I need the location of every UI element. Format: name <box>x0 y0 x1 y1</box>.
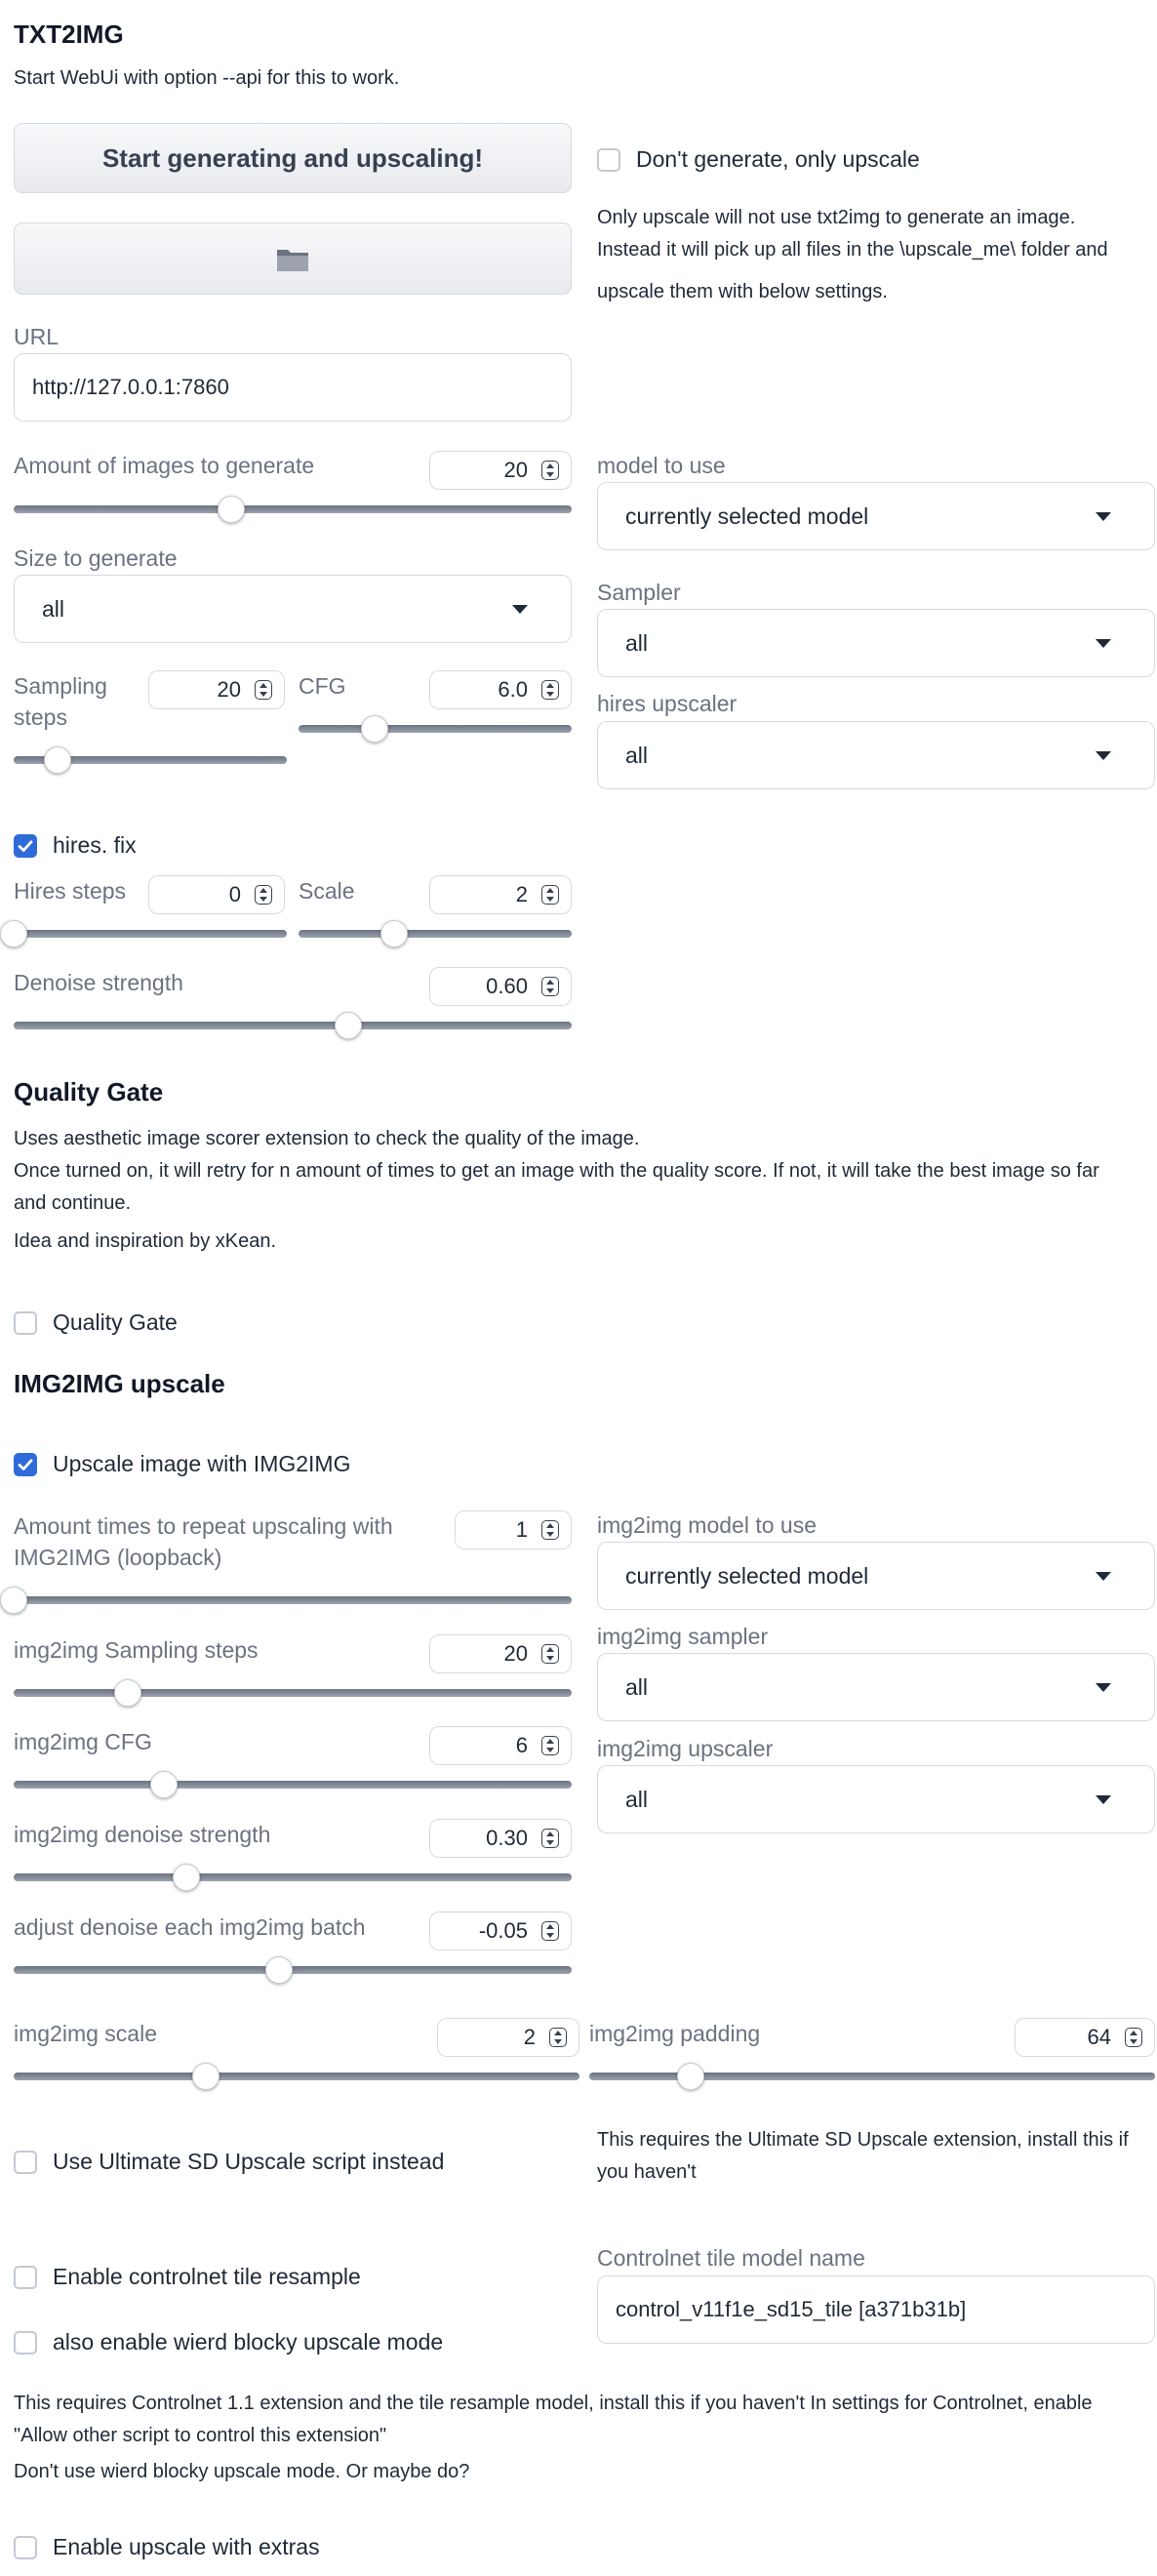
img2img-padding-slider[interactable] <box>589 2073 1155 2080</box>
spinner-icon[interactable] <box>541 885 559 905</box>
img2img-denoise-slider[interactable] <box>14 1873 572 1881</box>
size-select[interactable] <box>14 575 572 643</box>
quality-gate-desc-1: Uses aesthetic image scorer extension to check the quality of the image. <box>14 1128 640 1149</box>
img2img-scale-label: img2img scale <box>14 2021 157 2046</box>
sampler-select[interactable] <box>597 609 1155 677</box>
spinner-icon[interactable] <box>549 2028 567 2047</box>
hires-steps-label: Hires steps <box>14 878 127 904</box>
cfg-slider[interactable] <box>299 725 572 733</box>
quality-gate-checkbox[interactable] <box>14 1309 178 1336</box>
controlnet-info-3: Don't use wierd blocky upscale mode. Or maybe do? <box>14 2461 470 2482</box>
img2img-sampler-value: all <box>625 1673 649 1700</box>
start-button[interactable]: Start generating and upscaling! <box>14 123 572 193</box>
quality-gate-desc-4: Idea and inspiration by xKean. <box>14 1230 277 1252</box>
hires-steps-number[interactable]: 0 <box>148 875 285 914</box>
spinner-icon[interactable] <box>541 977 559 996</box>
url-input[interactable]: http://127.0.0.1:7860 <box>14 353 572 422</box>
repeat-slider[interactable] <box>14 1596 572 1604</box>
img2img-steps-number[interactable]: 20 <box>429 1634 572 1673</box>
spinner-icon[interactable] <box>1125 2028 1142 2047</box>
chevron-down-icon <box>1096 751 1111 760</box>
quality-gate-label: Quality Gate <box>53 1309 178 1335</box>
checkbox-box[interactable] <box>14 2331 37 2355</box>
spinner-icon[interactable] <box>541 1736 559 1755</box>
spinner-icon[interactable] <box>541 1644 559 1664</box>
cfg-number[interactable]: 6.0 <box>429 670 572 709</box>
img2img-upscaler-select[interactable] <box>597 1765 1155 1833</box>
checkbox-box[interactable] <box>14 1311 37 1335</box>
slider-handle[interactable] <box>173 1864 200 1891</box>
sampling-steps-slider[interactable] <box>14 756 287 764</box>
size-value: all <box>42 595 65 622</box>
ultimate-info-1: This requires the Ultimate SD Upscale extension, install this if <box>597 2129 1129 2151</box>
upscale-info-line-1: Only upscale will not use txt2img to generate an image. <box>597 207 1076 228</box>
controlnet-tile-checkbox[interactable] <box>14 2264 361 2290</box>
img2img-denoise-number[interactable]: 0.30 <box>429 1819 572 1858</box>
spinner-icon[interactable] <box>541 1520 559 1540</box>
blocky-label: also enable wierd blocky upscale mode <box>53 2329 444 2355</box>
sampler-value: all <box>625 629 649 656</box>
ultimate-sd-checkbox[interactable] <box>14 2149 444 2175</box>
img2img-denoise-label: img2img denoise strength <box>14 1822 271 1847</box>
img2img-cfg-number[interactable]: 6 <box>429 1726 572 1765</box>
img2img-padding-number[interactable]: 64 <box>1015 2018 1155 2057</box>
hires-upscaler-value: all <box>625 742 649 768</box>
img2img-upscaler-value: all <box>625 1786 649 1812</box>
img2img-padding-label: img2img padding <box>589 2021 761 2046</box>
sampling-steps-number[interactable]: 20 <box>148 670 285 709</box>
spinner-icon[interactable] <box>541 461 559 480</box>
chevron-down-icon <box>1096 1572 1111 1581</box>
size-label: Size to generate <box>14 545 178 571</box>
scale-slider[interactable] <box>299 930 572 938</box>
img2img-steps-slider[interactable] <box>14 1689 572 1697</box>
upscale-info-line-3: upscale them with below settings. <box>597 281 888 302</box>
hires-fix-label: hires. fix <box>53 832 137 858</box>
amount-images-slider[interactable] <box>14 505 572 513</box>
hires-upscaler-select[interactable] <box>597 721 1155 789</box>
adjust-denoise-number[interactable]: -0.05 <box>429 1912 572 1951</box>
chevron-down-icon <box>1096 639 1111 648</box>
controlnet-model-label: Controlnet tile model name <box>597 2245 865 2271</box>
slider-handle[interactable] <box>192 2063 219 2090</box>
img2img-scale-slider[interactable] <box>14 2073 579 2080</box>
controlnet-model-input[interactable]: control_v11f1e_sd15_tile [a371b31b] <box>597 2275 1155 2344</box>
extras-label: Enable upscale with extras <box>53 2534 320 2559</box>
url-label: URL <box>14 324 60 349</box>
model-value: currently selected model <box>625 503 869 529</box>
amount-images-number[interactable]: 20 <box>429 451 572 490</box>
slider-handle[interactable] <box>150 1771 178 1798</box>
img2img-scale-number[interactable]: 2 <box>437 2018 579 2057</box>
repeat-label-1: Amount times to repeat upscaling with <box>14 1513 393 1539</box>
quality-gate-desc-2: Once turned on, it will retry for n amount of times to get an image with the quality score. If not, it will take the best image so far <box>14 1160 1099 1182</box>
spinner-icon[interactable] <box>255 680 272 700</box>
slider-handle[interactable] <box>218 496 245 523</box>
sampler-label: Sampler <box>597 580 681 605</box>
denoise-label: Denoise strength <box>14 970 183 995</box>
img2img-upscaler-label: img2img upscaler <box>597 1736 774 1761</box>
img2img-sampler-select[interactable] <box>597 1653 1155 1721</box>
chevron-down-icon <box>1096 1683 1111 1692</box>
quality-gate-title: Quality Gate <box>14 1077 164 1107</box>
sampling-steps-label-1: Sampling <box>14 673 107 699</box>
slider-handle[interactable] <box>114 1679 141 1707</box>
img2img-steps-label: img2img Sampling steps <box>14 1637 259 1663</box>
slider-handle[interactable] <box>0 920 27 947</box>
slider-handle[interactable] <box>0 1587 27 1614</box>
img2img-model-select[interactable] <box>597 1542 1155 1610</box>
adjust-denoise-slider[interactable] <box>14 1966 572 1974</box>
denoise-number[interactable]: 0.60 <box>429 967 572 1006</box>
controlnet-info-1: This requires Controlnet 1.1 extension and the tile resample model, install this if you haven't In settings for Controlnet, enable <box>14 2393 1093 2414</box>
slider-handle[interactable] <box>380 920 408 947</box>
img2img-sampler-label: img2img sampler <box>597 1624 769 1649</box>
hires-steps-slider[interactable] <box>14 930 287 938</box>
controlnet-tile-label: Enable controlnet tile resample <box>53 2264 361 2289</box>
ultimate-info-2: you haven't <box>597 2161 697 2183</box>
spinner-icon[interactable] <box>541 1829 559 1848</box>
txt2img-subtitle: Start WebUi with option --api for this to work. <box>14 67 400 89</box>
blocky-checkbox[interactable] <box>14 2329 443 2355</box>
hires-upscaler-label: hires upscaler <box>597 691 738 716</box>
img2img-cfg-slider[interactable] <box>14 1781 572 1789</box>
check-icon <box>17 1456 34 1473</box>
hires-fix-checkbox[interactable] <box>14 832 137 859</box>
img2img-model-value: currently selected model <box>625 1562 869 1589</box>
spinner-icon[interactable] <box>255 885 272 905</box>
slider-handle[interactable] <box>265 1956 293 1984</box>
spinner-icon[interactable] <box>541 680 559 700</box>
repeat-number[interactable]: 1 <box>455 1510 572 1550</box>
scale-label: Scale <box>299 878 355 904</box>
chevron-down-icon <box>1096 1795 1111 1804</box>
checkbox-box[interactable] <box>14 2266 37 2289</box>
slider-handle[interactable] <box>44 746 71 774</box>
checkbox-box[interactable] <box>14 834 37 858</box>
quality-gate-desc-3: and continue. <box>14 1192 132 1214</box>
check-icon <box>17 837 34 855</box>
checkbox-box[interactable] <box>14 2151 37 2174</box>
upscale-info-line-2: Instead it will pick up all files in the \upscale_me\ folder and <box>597 239 1108 261</box>
spinner-icon[interactable] <box>541 1921 559 1941</box>
chevron-down-icon <box>1096 512 1111 521</box>
controlnet-info-2: "Allow other script to control this extension" <box>14 2425 387 2446</box>
upscale-img2img-checkbox[interactable] <box>14 1451 350 1477</box>
adjust-denoise-label: adjust denoise each img2img batch <box>14 1914 366 1940</box>
slider-handle[interactable] <box>335 1012 362 1039</box>
sampling-steps-label-2: steps <box>14 704 67 730</box>
folder-icon <box>275 244 310 273</box>
dont-generate-checkbox[interactable] <box>597 146 920 173</box>
slider-handle[interactable] <box>677 2063 704 2090</box>
checkbox-box[interactable] <box>14 1453 37 1476</box>
txt2img-title: TXT2IMG <box>14 20 124 49</box>
chevron-down-icon <box>512 605 528 614</box>
cfg-label: CFG <box>299 673 346 699</box>
open-folder-button[interactable] <box>14 222 572 295</box>
denoise-slider[interactable] <box>14 1022 572 1029</box>
amount-images-label: Amount of images to generate <box>14 453 315 478</box>
img2img-cfg-label: img2img CFG <box>14 1729 152 1754</box>
checkbox-box[interactable] <box>597 148 620 172</box>
extras-checkbox[interactable] <box>14 2534 320 2560</box>
scale-number[interactable]: 2 <box>429 875 572 914</box>
ultimate-sd-label: Use Ultimate SD Upscale script instead <box>53 2149 445 2174</box>
checkbox-box[interactable] <box>14 2536 37 2559</box>
img2img-model-label: img2img model to use <box>597 1512 817 1538</box>
dont-generate-label: Don't generate, only upscale <box>636 146 920 172</box>
slider-handle[interactable] <box>361 715 388 743</box>
repeat-label-2: IMG2IMG (loopback) <box>14 1545 222 1570</box>
upscale-img2img-label: Upscale image with IMG2IMG <box>53 1451 351 1476</box>
img2img-title: IMG2IMG upscale <box>14 1369 225 1398</box>
model-select[interactable] <box>597 482 1155 550</box>
model-label: model to use <box>597 453 726 478</box>
